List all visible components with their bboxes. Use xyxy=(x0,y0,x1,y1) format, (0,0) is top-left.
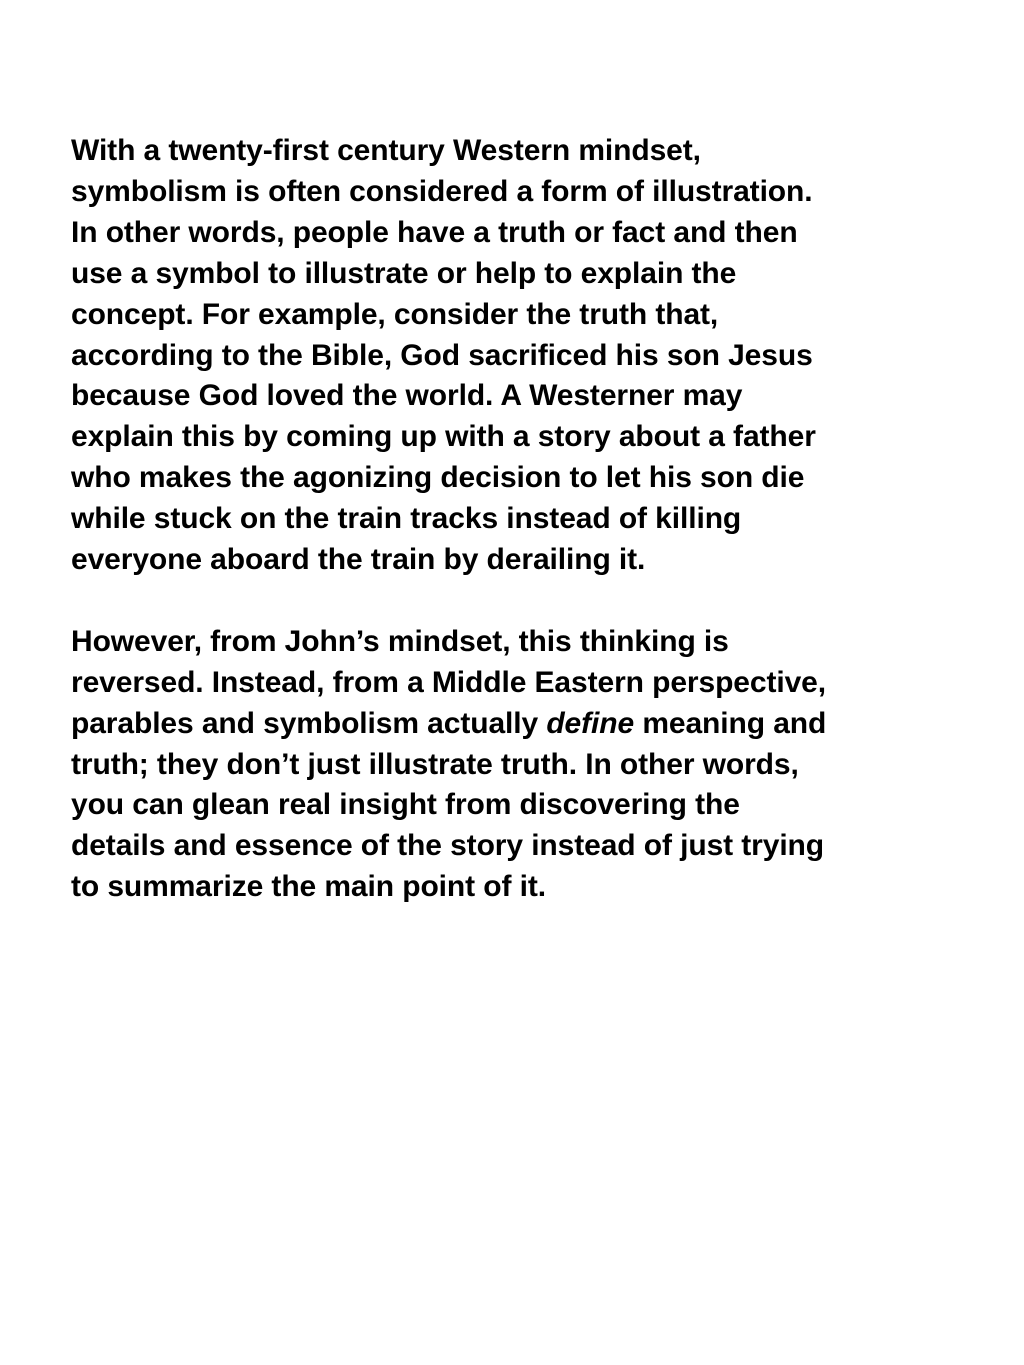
text-line: With a twenty-first century Western mindset, xyxy=(71,134,701,167)
text-line: reversed. Instead, from a Middle Eastern perspective, xyxy=(71,665,826,699)
text-run: parables and symbolism actually xyxy=(71,706,547,740)
text-line: In other words, people have a truth or fact and then xyxy=(71,215,798,249)
text-line: everyone aboard the train by derailing it. xyxy=(71,543,646,577)
paragraph-western-mindset xyxy=(71,131,951,581)
text-line: symbolism is often considered a form of illustration. xyxy=(71,174,813,208)
text-line: according to the Bible, God sacrificed his son Jesus xyxy=(71,338,813,372)
text-line: you can glean real insight from discovering the xyxy=(71,788,740,822)
paragraph-johns-mindset xyxy=(71,622,951,908)
text-line: details and essence of the story instead of just trying xyxy=(71,829,825,863)
text-line: while stuck on the train tracks instead of killing xyxy=(71,502,742,536)
text-line: who makes the agonizing decision to let his son die xyxy=(71,461,805,495)
text-line: truth; they don’t just illustrate truth. In other words, xyxy=(71,747,799,781)
text-line: concept. For example, consider the truth that, xyxy=(71,297,719,331)
text-line: to summarize the main point of it. xyxy=(71,870,546,904)
text-line: However, from John’s mindset, this thinking is xyxy=(71,624,729,658)
text-line: use a symbol to illustrate or help to explain the xyxy=(71,256,737,290)
text-line: because God loved the world. A Westerner may xyxy=(71,379,743,413)
emphasized-word: define xyxy=(546,706,635,740)
text-run: meaning and xyxy=(634,706,827,740)
text-line-with-emphasis xyxy=(71,704,951,745)
text-line: explain this by coming up with a story about a father xyxy=(71,420,816,454)
body-text xyxy=(71,131,951,908)
